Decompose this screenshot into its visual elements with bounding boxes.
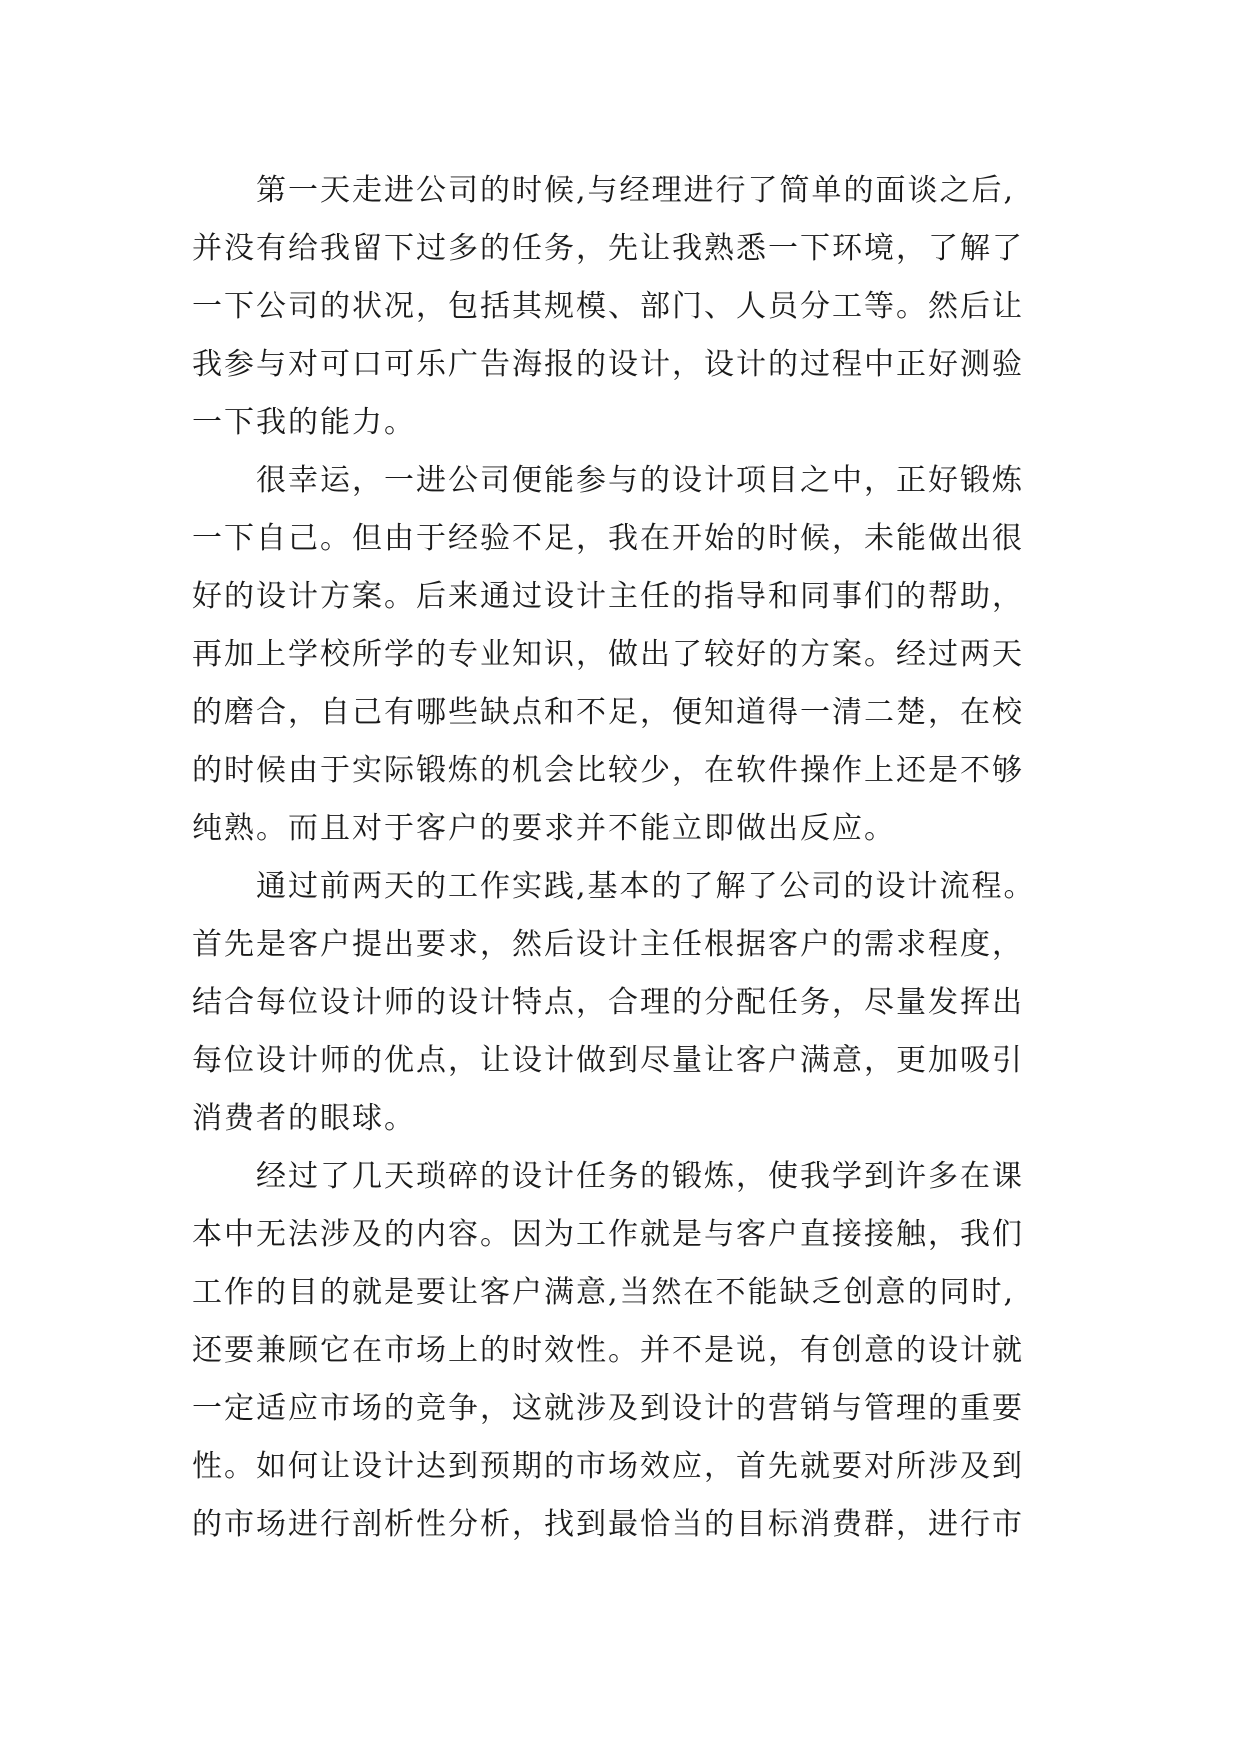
text-line: 一定适应市场的竞争，这就涉及到设计的营销与管理的重要 <box>192 1391 1024 1426</box>
text-line: 很幸运，一进公司便能参与的设计项目之中，正好锻炼 <box>256 463 1024 498</box>
text-line: 经过了几天琐碎的设计任务的锻炼，使我学到许多在课 <box>256 1159 1024 1194</box>
text-line: 通过前两天的工作实践,基本的了解了公司的设计流程。 <box>256 869 1036 904</box>
body-text <box>192 162 1082 1554</box>
text-line: 一下自己。但由于经验不足，我在开始的时候，未能做出很 <box>192 521 1024 556</box>
text-line: 我参与对可口可乐广告海报的设计，设计的过程中正好测验 <box>192 347 1024 382</box>
text-line: 消费者的眼球。 <box>192 1101 416 1136</box>
text-line: 每位设计师的优点，让设计做到尽量让客户满意，更加吸引 <box>192 1043 1024 1078</box>
paragraph-4 <box>192 1148 1082 1554</box>
text-line: 本中无法涉及的内容。因为工作就是与客户直接接触，我们 <box>192 1217 1024 1252</box>
text-line: 纯熟。而且对于客户的要求并不能立即做出反应。 <box>192 811 896 846</box>
text-line: 还要兼顾它在市场上的时效性。并不是说，有创意的设计就 <box>192 1333 1024 1368</box>
text-line: 第一天走进公司的时候,与经理进行了简单的面谈之后, <box>256 173 1016 208</box>
text-line: 好的设计方案。后来通过设计主任的指导和同事们的帮助， <box>192 579 1024 614</box>
paragraph-2 <box>192 452 1082 858</box>
paragraph-1 <box>192 162 1082 452</box>
text-line: 的时候由于实际锻炼的机会比较少，在软件操作上还是不够 <box>192 753 1024 788</box>
text-line: 一下我的能力。 <box>192 405 416 440</box>
text-line: 工作的目的就是要让客户满意,当然在不能缺乏创意的同时, <box>192 1275 1016 1310</box>
text-line: 结合每位设计师的设计特点，合理的分配任务，尽量发挥出 <box>192 985 1024 1020</box>
text-line: 的市场进行剖析性分析，找到最恰当的目标消费群，进行市 <box>192 1507 1024 1542</box>
text-line: 的磨合，自己有哪些缺点和不足，便知道得一清二楚，在校 <box>192 695 1024 730</box>
text-line: 首先是客户提出要求，然后设计主任根据客户的需求程度， <box>192 927 1024 962</box>
text-line: 一下公司的状况，包括其规模、部门、人员分工等。然后让 <box>192 289 1024 324</box>
text-line: 并没有给我留下过多的任务，先让我熟悉一下环境，了解了 <box>192 231 1024 266</box>
text-line: 再加上学校所学的专业知识，做出了较好的方案。经过两天 <box>192 637 1024 672</box>
text-line: 性。如何让设计达到预期的市场效应，首先就要对所涉及到 <box>192 1449 1024 1484</box>
paragraph-3 <box>192 858 1082 1148</box>
